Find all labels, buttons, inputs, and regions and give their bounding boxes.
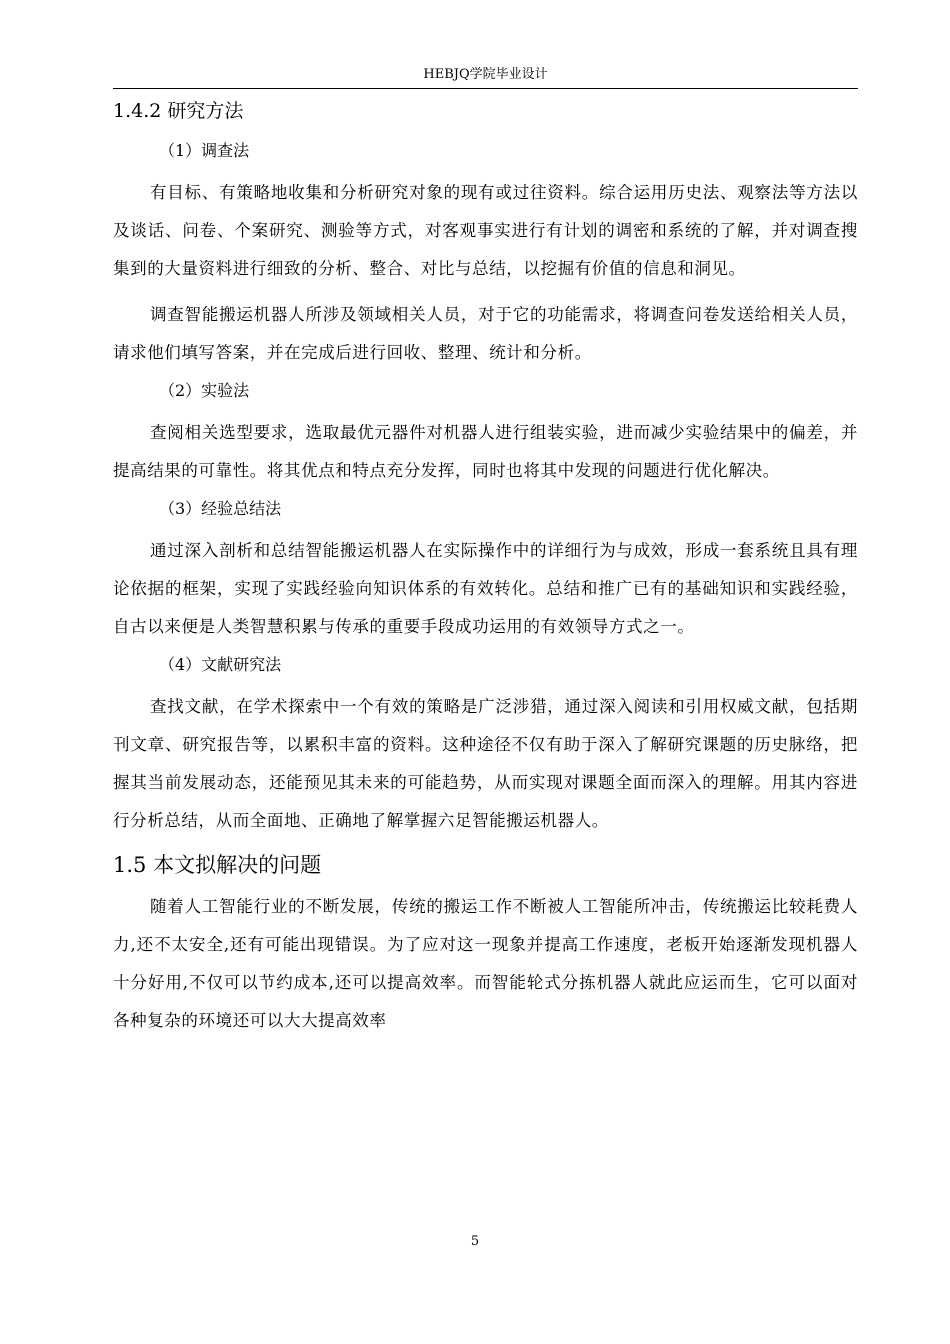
paragraph: 查阅相关选型要求，选取最优元器件对机器人进行组装实验，进而减少实验结果中的偏差，并提高结果的可靠性。将其优点和特点充分发挥，同时也将其中发现的问题进行优化解决。 <box>113 423 858 480</box>
method-experiment <box>113 380 858 490</box>
running-header: HEBJQ学院毕业设计 <box>423 67 548 82</box>
header-rule <box>113 88 858 89</box>
paragraph: 有目标、有策略地收集和分析研究对象的现有或过往资料。综合运用历史法、观察法等方法以及谈话、问卷、个案研究、测验等方式，对客观事实进行有计划的调密和系统的了解，并对调查搜集到的大量资料进行细致的分析、整合、对比与总结，以挖掘有价值的信息和洞见。 <box>113 183 858 278</box>
method-label: （1）调查法 <box>159 141 250 160</box>
page-number: 5 <box>470 1234 480 1249</box>
method-label: （4）文献研究法 <box>159 655 282 674</box>
method-experience-summary <box>113 498 858 646</box>
section-heading-1-4-2: 1.4.2 研究方法 <box>113 100 244 122</box>
method-label: （3）经验总结法 <box>159 499 282 518</box>
paragraph: 查找文献，在学术探索中一个有效的策略是广泛涉猎，通过深入阅读和引用权威文献，包括期刊文章、研究报告等，以累积丰富的资料。这种途径不仅有助于深入了解研究课题的历史脉络，把握其当前发展动态，还能预见其未来的可能趋势，从而实现对课题全面而深入的理解。用其内容进行分析总结，从而全面地、正确地了解掌握六足智能搬运机器人。 <box>113 697 858 830</box>
paragraph: 调查智能搬运机器人所涉及领域相关人员，对于它的功能需求，将调查问卷发送给相关人员，请求他们填写答案，并在完成后进行回收、整理、统计和分析。 <box>113 305 858 362</box>
method-label: （2）实验法 <box>159 381 250 400</box>
paragraph: 随着人工智能行业的不断发展，传统的搬运工作不断被人工智能所冲击，传统搬运比较耗费人力,还不太安全,还有可能出现错误。为了应对这一现象并提高工作速度，老板开始逐渐发现机器人十分好用,不仅可以节约成本,还可以提高效率。而智能轮式分拣机器人就此应运而生，它可以面对各种复杂的环境还可以大大提高效率 <box>113 897 858 1030</box>
method-survey <box>113 140 858 372</box>
method-literature-review <box>113 654 858 840</box>
section-heading-1-5: 1.5 本文拟解决的问题 <box>113 853 322 877</box>
paragraph: 通过深入剖析和总结智能搬运机器人在实际操作中的详细行为与成效，形成一套系统且具有理论依据的框架，实现了实践经验向知识体系的有效转化。总结和推广已有的基础知识和实践经验，自古以来便是人类智慧积累与传承的重要手段成功运用的有效领导方式之一。 <box>113 541 858 636</box>
page-content <box>113 96 858 1048</box>
